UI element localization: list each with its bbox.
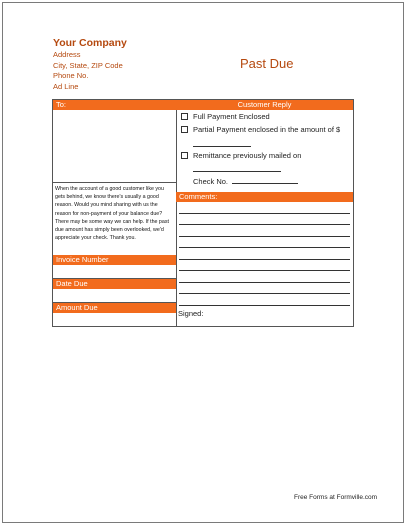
left-column bbox=[53, 100, 177, 326]
comment-line bbox=[179, 260, 350, 272]
partial-amount-row bbox=[176, 136, 353, 149]
remittance-date-row bbox=[176, 162, 353, 175]
remittance-row bbox=[176, 149, 353, 162]
remittance-label: Remittance previously mailed on bbox=[193, 151, 302, 160]
comment-line bbox=[179, 248, 350, 260]
customer-reply-column bbox=[176, 100, 353, 326]
comment-line bbox=[179, 271, 350, 283]
amount-due-field[interactable] bbox=[53, 313, 176, 326]
partial-payment-checkbox[interactable] bbox=[181, 126, 188, 133]
check-no-line[interactable] bbox=[232, 176, 298, 184]
comment-line bbox=[179, 214, 350, 226]
full-payment-row bbox=[176, 110, 353, 123]
comment-line bbox=[179, 237, 350, 249]
message-text: When the account of a good customer like you gets behind, we know there's usually a good reason. Would you mind sharing with us the reason for non-payment of your balance due? There may be some way we can help. If the past due amount has simply been overlooked, we'd appreciate your check. Thank you. bbox=[55, 186, 169, 242]
comment-line bbox=[179, 283, 350, 295]
full-payment-label: Full Payment Enclosed bbox=[193, 112, 270, 121]
company-city-state-zip: City, State, ZIP Code bbox=[53, 60, 123, 70]
partial-payment-row bbox=[176, 123, 353, 136]
signed-label[interactable]: Signed: bbox=[178, 308, 204, 318]
comment-line bbox=[179, 202, 350, 214]
date-due-header: Date Due bbox=[53, 279, 176, 289]
invoice-number-field[interactable] bbox=[53, 265, 176, 279]
partial-payment-label: Partial Payment enclosed in the amount of $ bbox=[193, 125, 341, 134]
to-header: To: bbox=[53, 100, 176, 110]
company-ad-line: Ad Line bbox=[53, 81, 79, 91]
page-title: Past Due bbox=[240, 56, 294, 71]
customer-reply-header: Customer Reply bbox=[176, 100, 353, 110]
invoice-number-header: Invoice Number bbox=[53, 255, 176, 265]
footer-text: Free Forms at Formville.com bbox=[294, 494, 378, 501]
to-address-field[interactable] bbox=[53, 110, 176, 183]
comments-header: Comments: bbox=[176, 192, 353, 202]
partial-amount-line[interactable] bbox=[193, 139, 251, 147]
amount-due-header: Amount Due bbox=[53, 303, 176, 313]
company-block bbox=[53, 36, 127, 92]
past-due-form bbox=[52, 99, 354, 327]
comment-line bbox=[179, 225, 350, 237]
company-address: Address bbox=[53, 50, 81, 59]
company-name: Your Company bbox=[53, 37, 127, 49]
remittance-checkbox[interactable] bbox=[181, 152, 188, 159]
check-no-row bbox=[176, 175, 353, 188]
company-phone: Phone No. bbox=[53, 71, 89, 80]
check-no-label: Check No. bbox=[193, 177, 229, 186]
full-payment-checkbox[interactable] bbox=[181, 113, 188, 120]
date-due-field[interactable] bbox=[53, 289, 176, 303]
comments-lines[interactable] bbox=[176, 202, 353, 306]
comment-line bbox=[179, 294, 350, 306]
remittance-date-line[interactable] bbox=[193, 164, 281, 172]
